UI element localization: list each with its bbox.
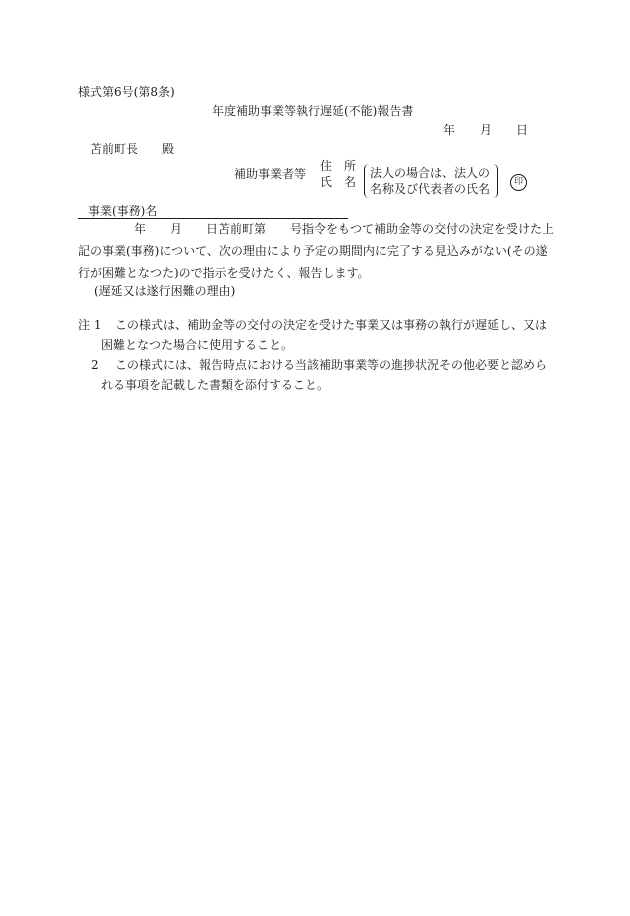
body-line-3: 行が困難となつた)ので指示を受けたく、報告します。 xyxy=(78,266,370,280)
note-1-label: 注 1 xyxy=(78,318,102,332)
address-label: 住 所 xyxy=(320,159,357,173)
body-line-2: 記の事業(事務)について、次の理由により予定の期間内に完了する見込みがない(その遂 xyxy=(78,244,548,258)
document-title: 年度補助事業等執行遅延(不能)報告書 xyxy=(212,104,414,118)
date-month: 月 xyxy=(480,123,493,137)
project-name-label: 事業(事務)名 xyxy=(88,204,158,218)
note-1-line-1: この様式は、補助金等の交付の決定を受けた事業又は事務の執行が遅延し、又は xyxy=(115,318,548,332)
addressee: 苫前町長 殿 xyxy=(90,142,175,156)
applicant-label: 補助事業者等 xyxy=(234,167,307,181)
reason-heading: (遅延又は遂行困難の理由) xyxy=(94,284,236,298)
body-line-1: 年 月 日苫前町第 号指令をもつて補助金等の交付の決定を受けた上 xyxy=(134,222,555,236)
note-2-label: 2 xyxy=(91,358,99,372)
date-day: 日 xyxy=(516,123,529,137)
note-2-line-2: れる事項を記載した書類を添付すること。 xyxy=(101,378,330,392)
note-2-line-1: この様式には、報告時点における当該補助事業等の進捗状況その他必要と認めら xyxy=(115,358,548,372)
corporate-note-line2: 名称及び代表者の氏名 xyxy=(370,182,491,196)
seal-mark-icon: 印 xyxy=(510,174,527,191)
form-number: 様式第6号(第8条) xyxy=(78,85,175,99)
name-label: 氏 名 xyxy=(320,175,357,189)
date-year: 年 xyxy=(443,123,456,137)
note-1-line-2: 困難となつた場合に使用すること。 xyxy=(101,338,294,352)
corporate-note-line1: 法人の場合は、法人の xyxy=(370,166,491,180)
